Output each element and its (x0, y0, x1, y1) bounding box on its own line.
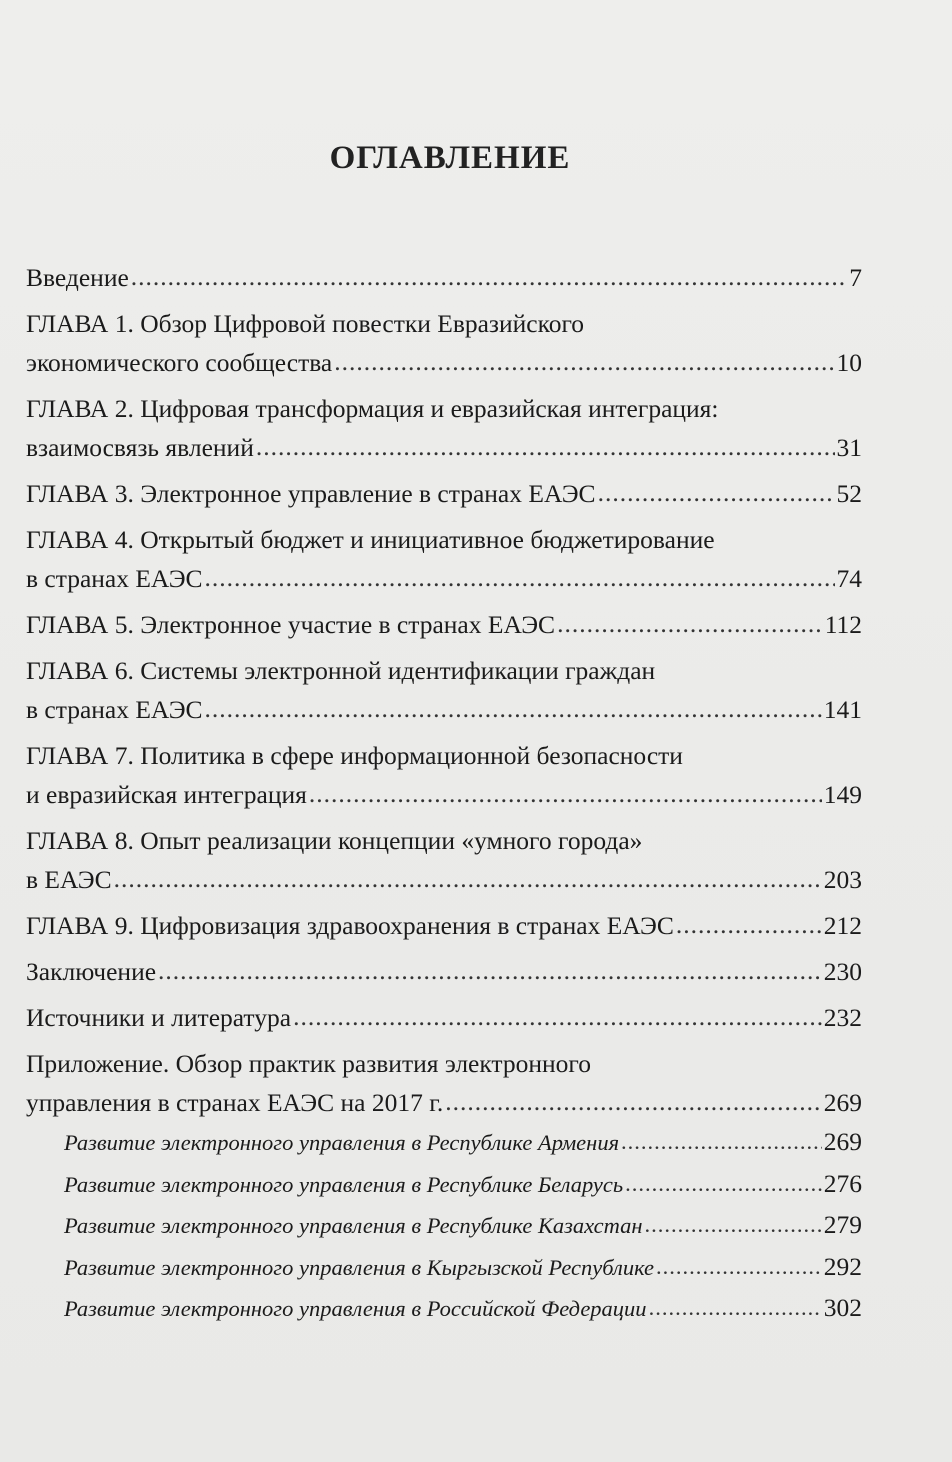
toc-subentry-armenia[interactable] (26, 1122, 862, 1164)
toc-subentry-title: Развитие электронного управления в Республике Казахстан (64, 1213, 643, 1238)
dot-leader (334, 342, 834, 381)
toc-subentry-kazakhstan[interactable] (26, 1205, 862, 1247)
dot-leader (557, 604, 823, 643)
toc-entry-title-continued: в ЕАЭС (26, 865, 112, 894)
toc-page-number: 31 (836, 433, 862, 462)
toc-entry-introduction[interactable] (26, 258, 862, 297)
toc-subentry-title: Развитие электронного управления в Республике Армения (64, 1130, 620, 1155)
toc-subentry-belarus[interactable] (26, 1164, 862, 1206)
table-of-contents (26, 258, 862, 1330)
toc-entry-sources[interactable] (26, 998, 862, 1037)
toc-entry-title: ГЛАВА 4. Открытый бюджет и инициативное бюджетирование (26, 525, 715, 554)
dot-leader (114, 859, 822, 898)
toc-page-number: 149 (823, 780, 862, 809)
toc-entry-conclusion[interactable] (26, 952, 862, 991)
toc-page-number: 279 (823, 1210, 862, 1239)
dot-leader (293, 997, 822, 1036)
dot-leader (649, 1288, 822, 1329)
toc-entry-chapter-3[interactable] (26, 474, 862, 513)
toc-entry-title: ГЛАВА 5. Электронное участие в странах ЕАЭС (26, 610, 556, 639)
toc-entry-title: ГЛАВА 8. Опыт реализации концепции «умного города» (26, 826, 643, 855)
dot-leader (309, 774, 822, 813)
dot-leader (158, 951, 822, 990)
toc-page-number: 10 (836, 348, 862, 377)
toc-entry-chapter-9[interactable] (26, 906, 862, 945)
toc-entry-chapter-7[interactable] (26, 736, 862, 814)
toc-subentry-kyrgyzstan[interactable] (26, 1247, 862, 1289)
toc-page-number: 292 (823, 1251, 862, 1281)
dot-leader (625, 1164, 822, 1205)
toc-entry-title: ГЛАВА 3. Электронное управление в странах ЕАЭС (26, 479, 596, 508)
page-title: ОГЛАВЛЕНИЕ (329, 140, 571, 176)
dot-leader (205, 558, 835, 597)
toc-page-number: 269 (823, 1088, 862, 1117)
toc-page-number: 141 (823, 695, 862, 724)
toc-page-number: 269 (823, 1127, 862, 1156)
toc-page-number: 276 (823, 1168, 862, 1198)
toc-page-number: 112 (824, 610, 862, 639)
toc-entry-chapter-6[interactable] (26, 651, 862, 729)
toc-entry-title: Заключение (26, 957, 157, 986)
toc-entry-title: ГЛАВА 9. Цифровизация здравоохранения в странах ЕАЭС (26, 911, 674, 940)
toc-page-number: 7 (849, 263, 862, 292)
dot-leader (131, 257, 847, 296)
toc-subentry-russia[interactable] (26, 1288, 862, 1330)
toc-entry-title-continued: и евразийская интеграция (26, 780, 307, 809)
dot-leader (645, 1205, 822, 1246)
toc-entry-chapter-4[interactable] (26, 520, 862, 598)
dot-leader (656, 1247, 822, 1288)
dot-leader (256, 427, 835, 466)
toc-entry-title: Приложение. Обзор практик развития электронного (26, 1049, 591, 1078)
toc-entry-chapter-8[interactable] (26, 821, 862, 899)
toc-entry-title: ГЛАВА 1. Обзор Цифровой повестки Евразийского (26, 309, 585, 338)
toc-page-number: 212 (823, 911, 862, 940)
toc-page-number: 302 (823, 1293, 862, 1322)
toc-entry-title-continued: экономического сообщества (26, 348, 333, 377)
toc-entry-appendix[interactable] (26, 1044, 862, 1122)
toc-page-number: 203 (823, 865, 862, 894)
toc-entry-chapter-1[interactable] (26, 304, 862, 382)
toc-entry-title-continued: в странах ЕАЭС (26, 695, 203, 724)
toc-entry-title: ГЛАВА 6. Системы электронной идентификации граждан (26, 656, 656, 685)
dot-leader (621, 1122, 822, 1163)
toc-entry-title: ГЛАВА 2. Цифровая трансформация и евразийская интеграция: (26, 394, 719, 423)
dot-leader (676, 905, 822, 944)
dot-leader (598, 473, 835, 512)
dot-leader (445, 1082, 822, 1121)
toc-subentry-title: Развитие электронного управления в Российской Федерации (64, 1296, 647, 1321)
toc-subentry-title: Развитие электронного управления в Республике Беларусь (64, 1171, 624, 1197)
toc-entry-title-continued: в странах ЕАЭС (26, 564, 203, 593)
toc-entry-title-continued: управления в странах ЕАЭС на 2017 г. (26, 1088, 444, 1117)
toc-page-number: 232 (823, 1003, 862, 1032)
toc-entry-title: ГЛАВА 7. Политика в сфере информационной безопасности (26, 741, 683, 770)
dot-leader (205, 689, 822, 728)
toc-entry-title-continued: взаимосвязь явлений (26, 433, 254, 462)
toc-page-number: 230 (823, 957, 862, 986)
toc-entry-title: Введение (26, 263, 129, 292)
toc-entry-chapter-5[interactable] (26, 605, 862, 644)
toc-subentry-title: Развитие электронного управления в Кыргызской Республике (64, 1254, 655, 1280)
toc-page-number: 74 (836, 564, 862, 593)
toc-entry-chapter-2[interactable] (26, 389, 862, 467)
toc-entry-title: Источники и литература (26, 1003, 292, 1032)
toc-page-number: 52 (836, 479, 862, 508)
